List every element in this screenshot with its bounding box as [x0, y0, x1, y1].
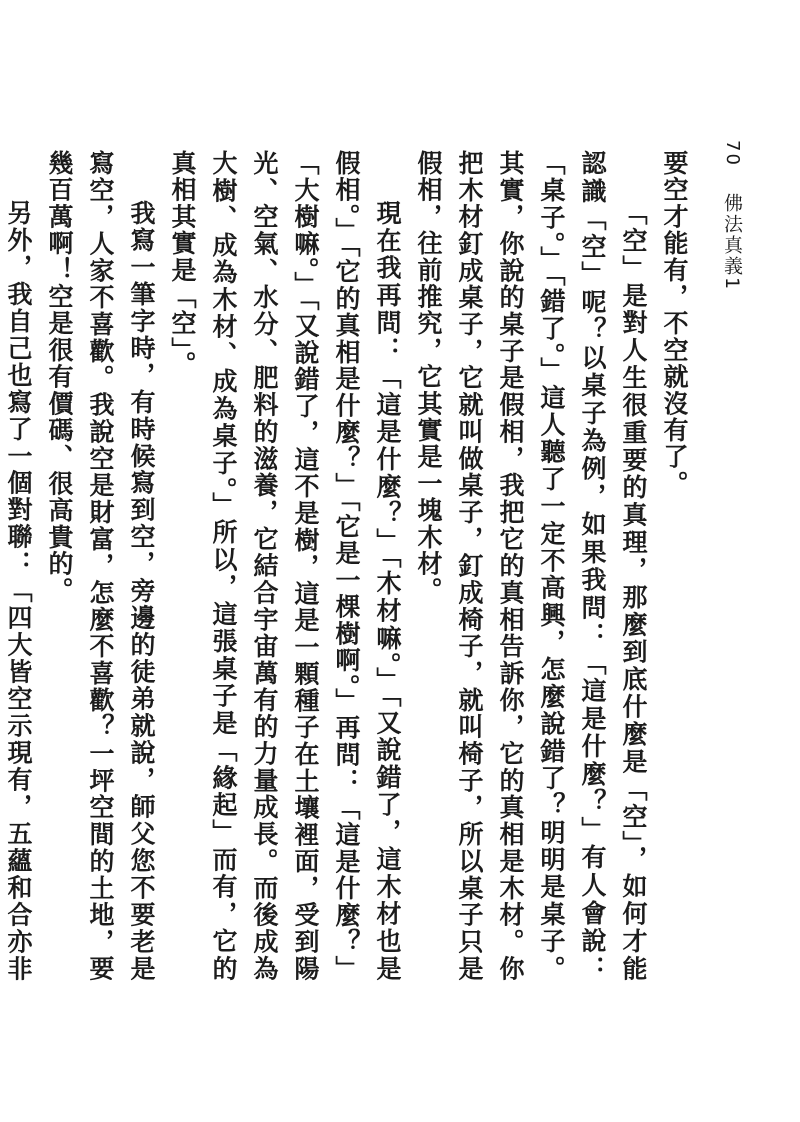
page-number: 70: [722, 140, 743, 167]
paragraph: 「空」是對人生很重要的真理，那麼到底什麼是「空」，如何才能認識「空」呢？以桌子為例，如果我問：「這是什麼？」有人會說：「桌子。」「錯了。」這人聽了一定不高興，怎麼說錯了？明明是桌子。其實，你說的桌子是假相，我把它的真相告訴你，它的真相是木材。你把木材釘成桌子，它就叫做桌子，釘成椅子，就叫椅子，所以桌子只是假相，往前推究，它其實是一塊木材。: [414, 150, 648, 982]
paragraph: 要空才能有，不空就沒有了。: [660, 150, 689, 498]
running-header: [712, 140, 752, 291]
body-text: [0, 150, 695, 982]
paragraph: 我寫一筆字時，有時候寫到空，旁邊的徒弟就說，師父您不要老是寫空，人家不喜歡。我說空是財富，怎麼不喜歡？一坪空間的土地，要幾百萬啊！空是很有價碼、很高貴的。: [45, 150, 156, 982]
paragraph: 現在我再問：「這是什麼？」「木材嘛。」「又說錯了，這木材也是假相。」「它的真相是什麼？」「它是一棵樹啊。」再問：「這是什麼？」「大樹嘛。」「又說錯了，這不是樹，這是一顆種子在土壤裡面，受到陽光、空氣、水分、肥料的滋養，它結合宇宙萬有的力量成長。而後成為大樹、成為木材、成為桌子。」所以，這張桌子是「緣起」而有，它的真相其實是「空」。: [168, 150, 402, 982]
paragraph: 另外，我自己也寫了一個對聯：「四大皆空示現有，五蘊和合亦非: [4, 200, 33, 982]
book-title: 佛法真義1: [721, 192, 743, 292]
